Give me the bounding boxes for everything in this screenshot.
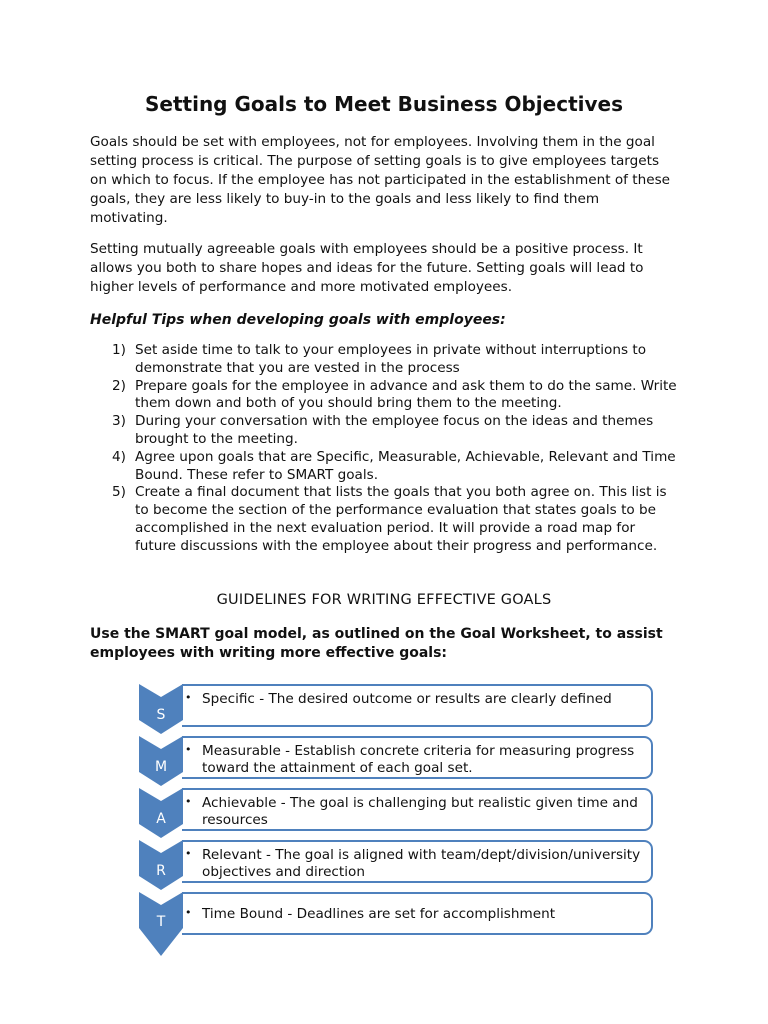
list-number: 3) — [112, 413, 126, 430]
smart-text-measurable: Measurable - Establish concrete criteria for measuring progress toward the attainment of each goal set. — [202, 743, 635, 776]
list-number: 1) — [112, 342, 126, 358]
smart-letter-s: S — [156, 707, 166, 723]
intro-paragraph: Goals should be set with employees, not for employees. Involving them in the goal setting process is critical. The purpose of setting goals is to give employees targets on which to focus. If the employee has not participated in the establishment of these goals, they are less likely to buy-in to the goals and less likely to find them motivating. — [90, 134, 671, 226]
smart-letter-a: A — [156, 811, 166, 827]
smart-letter-t: T — [156, 914, 166, 930]
smart-letter-r: R — [156, 863, 166, 879]
smart-letter-m: M — [154, 759, 168, 775]
list-number: 2) — [112, 377, 126, 394]
list-item-text: Prepare goals for the employee in advance and ask them to do the same. Write them down and both of you should bring them to the meeting. — [135, 377, 677, 412]
smart-text-relevant: Relevant - The goal is aligned with team/dept/division/university objectives and direction — [202, 847, 641, 880]
list-number: 5) — [112, 484, 126, 501]
bullet-icon: • — [185, 795, 192, 808]
list-item-text: Agree upon goals that are Specific, Measurable, Achievable, Relevant and Time Bound. These refer to SMART goals. — [135, 448, 676, 483]
smart-intro: Use the SMART goal model, as outlined on the Goal Worksheet, to assist employees with writing more effective goals: — [90, 626, 663, 661]
smart-text-timebound: Time Bound - Deadlines are set for accomplishment — [202, 906, 556, 922]
smart-text-specific: Specific - The desired outcome or results are clearly defined — [202, 691, 612, 707]
tips-heading: Helpful Tips when developing goals with employees: — [90, 312, 506, 328]
bullet-icon: • — [185, 691, 192, 704]
list-item-text: Set aside time to talk to your employees in private without interruptions to demonstrate that you are vested in the process — [135, 342, 647, 376]
list-item-text: During your conversation with the employee focus on the ideas and themes brought to the meeting. — [135, 413, 654, 447]
list-number: 4) — [112, 448, 126, 465]
document-title: Setting Goals to Meet Business Objectives — [145, 92, 623, 116]
bullet-icon: • — [185, 743, 192, 756]
bullet-icon: • — [185, 906, 192, 919]
guidelines-heading: GUIDELINES FOR WRITING EFFECTIVE GOALS — [216, 592, 552, 608]
list-item-text: Create a final document that lists the goals that you both agree on. This list is to become the section of the performance evaluation that states goals to be accomplished in the next evaluation period. It will provide a road map for future discussions with the employee about their progress and performance. — [135, 484, 667, 554]
smart-text-achievable: Achievable - The goal is challenging but realistic given time and resources — [202, 795, 638, 828]
benefits-paragraph: Setting mutually agreeable goals with employees should be a positive process. It allows you both to share hopes and ideas for the future. Setting goals will lead to higher levels of performance and more motivated employees. — [90, 241, 644, 295]
bullet-icon: • — [185, 847, 192, 860]
